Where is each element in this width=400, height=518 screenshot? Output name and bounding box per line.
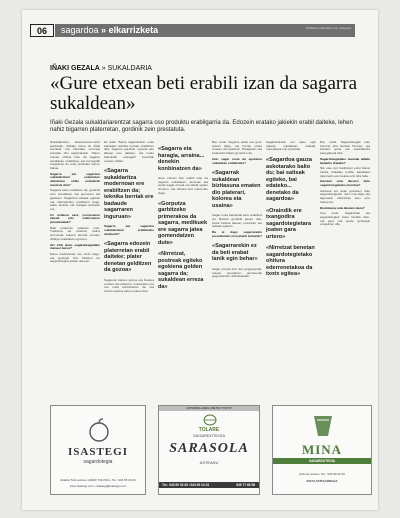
mina-detail: Azkorte auzoa • Tel.: 943 69 22 20: [299, 472, 345, 476]
paragraph: Oso ondo. Sagardoak eta sagardotegiek indar handia dute, eta gero eta jende gehiagok ezagutzen ditu.: [320, 211, 370, 227]
pull-quote: «Nirretzat, postreak egiteko egokiena golden sagarra da; sukaldean erreza da»: [158, 251, 204, 290]
article-columns: [50, 141, 372, 395]
isastegi-address: Aldaba Txiki auzoa • 20400 TOLOSA • Tel.: 943 65 29 64: [60, 478, 136, 482]
headline: «Gure etxean beti erabili izan da sagarra sukaldean»: [50, 73, 358, 114]
interview-question: Zein sagar mota da egokiena sukaldean erabiltzeko?: [212, 156, 262, 165]
tolare-subtitle: SAGARDOTEGIA: [192, 433, 225, 438]
barrel-icon: [203, 414, 217, 426]
article-column-3: [158, 141, 208, 395]
newspaper-page: [22, 10, 378, 510]
mina-town: 20170 ASTIGARRAGA: [306, 479, 338, 483]
pull-quote: «Oraindik ere txangodira sagardotegietara joaten gara urtero»: [266, 207, 312, 240]
interview-question: Gazteek nola ikusten dute sagardotegietako mundua?: [320, 179, 370, 188]
mina-subtitle: SAGARDOTEGIA: [273, 458, 371, 464]
page-header: [22, 24, 378, 37]
article-column-5: [266, 141, 316, 395]
paragraph: Bai, noski. Sagarra azido eta gozo artean dago, eta horrek oreka ematen dio platerari. Haragiekin eta arrainekin bikain geratzen da.: [212, 141, 262, 156]
pull-quote: «Nirretzat benetan sagardotegietako ohitura ederrenetakoa da txotx egitea»: [266, 245, 315, 278]
paragraph: Nik uste dut tradizioari eutsi behar zaiola, bakailao tortilla, bakailaoa piperrekin eta txuleta ezin dira falta.: [320, 166, 370, 178]
ad-isastegi[interactable]: [50, 405, 146, 495]
paragraph: Sagarrak zapore gozoa eta freskoa ematen die platerrei. Gatzarekin ere oso ondo konbinatzen da, eta horrek aukera asko ematen ditu.: [104, 277, 154, 293]
tolare-brand: SARASOLA: [169, 441, 249, 456]
pull-quote: «Sagarra edozein platerretan erabil daiteke; plater denetan gelditzen da gozoa»: [104, 241, 152, 274]
article-column-6: [320, 141, 370, 395]
tolare-top-line: URTARRILAREN 15ETIK TXOTX!: [159, 406, 259, 411]
paragraph: Gazteek ere asko gozatzen dute sagardotegietan. Giro ona dago eta lagunekin elkartzeko leku ezin hobea da.: [320, 188, 370, 204]
isastegi-name: ISASTEGI: [68, 446, 128, 458]
paragraph: Menu tradizionala oso ondo dago, eta jendeak hori bilatzen du sagardotegira joaten denean.: [50, 251, 100, 264]
paragraph: Gure etxean beti erabili izan da sagarra sukaldean. Amonak eta amak sagar erreak eta tartak egiten zituzten, eta ohitura hori mantendu dugu.: [158, 176, 208, 195]
interview-question: Etorkizuna nola ikusten duzu?: [320, 205, 365, 210]
isastegi-web: www.isastegi.com • isastegi@isastegi.com: [69, 484, 127, 488]
pull-quote: «Sagarrarekin ez da beti erabat lanik egin behar»: [212, 243, 258, 263]
apple-logo-icon: [86, 418, 112, 442]
article-column-2: [104, 141, 154, 395]
tolare-name: TOLARE: [198, 427, 220, 433]
paragraph: Bai, noski. Sagardotegiak leku berezia dira Euskal Herrian, eta bertako giroa eta sukaldaritza paregabeak dira.: [320, 141, 370, 156]
byline: [50, 65, 152, 72]
pull-quote: «Sagarra sukaldaritza modernoan ere erabiltzen da; teknika berriak ere badaude sagarraren inguruan»: [104, 168, 154, 220]
paragraph: Sagar erreak dira nire gogokoenak, etxean prestatzen genituenak gogorarazten dizkidatelako.: [212, 266, 262, 279]
interview-question: Sagardotegietako menuak aldatu beharko lirateke?: [320, 156, 370, 165]
pull-quote: «Sagarrak sukaldean bizitasuna ematen dio platerari, kolorea eta usaina»: [212, 170, 261, 209]
article-column-1: [50, 141, 100, 395]
tolare-phone: Tel.: 943 69 03 35 / 943 69 14 23: [162, 483, 210, 487]
isastegi-subtitle: sagardotegia: [83, 459, 113, 465]
byline-section: SUKALDARIA: [107, 65, 152, 72]
interview-question: Sagarra eta sagardoa sukaldaritzan erabiltzeko aholkurik?: [104, 224, 154, 236]
section-prefix: sagardoa: [61, 25, 99, 35]
pull-quote: «Sagarra eta haragia, arraina... denekin konbinatzen da»: [158, 146, 205, 172]
interview-question: Ba al dago sagarrarekin prestatutako errezetarik kuttunik?: [212, 230, 262, 238]
tolare-phone-bar: [159, 482, 259, 488]
lead-paragraph: Iñaki Gezala sukaldariarentzat sagarra oso produktu erabilgarria da. Edozein eratako jakiekin erabil daiteke, lehen nahiz bigarren platerretan, gordinik zein prestatuta.: [50, 120, 353, 133]
article-column-4: [212, 141, 262, 395]
ad-tolare[interactable]: [158, 405, 260, 495]
paragraph: Sagar mota bakoitzak bere erabilera du. Batzuk gordinik jateko dira, beste batzuk labean erretzeko eta saltsak egiteko.: [212, 213, 262, 229]
section-band: [55, 24, 355, 37]
interview-question: Zer iritzi duzu sagardotegietako menuei buruz?: [50, 242, 100, 251]
tolare-town: ASTEASU: [199, 460, 219, 465]
advertisement-strip: [50, 405, 372, 500]
paragraph: Sagarra asko erabiltzen da; gordinik zein prestatuta, bai gozoetan bai gazietan. Sagardoa saltsak egiteko eta marinatzeko erabiltzen dugu, baita arraina eta haragia lantzeko ere.: [50, 188, 100, 211]
section-name: » elkarrizketa: [101, 25, 159, 35]
tolare-mobile: 639 77 66 58: [236, 483, 255, 487]
date-line: 2015eko urtarrilaren 1a, osteguna: [305, 26, 351, 30]
paragraph: Sukaldaritzan, ikastaroetan-nahiz telebistan, ibilbide luzea du Iñaki Gezalak eta hamaika errezeta prestatu ditu sagarrarekin. Haren etxean ohikoa izan da sagarra sukaldean erabiltzea, eta horregatik ezagutzen du ondo produktu horren balioa.: [50, 141, 100, 170]
interview-question: Sagarra eta sagardoa sukaldaritzari eskaintzen dizkizuten ohiko erabilerak zeintzuk dira?: [50, 171, 100, 187]
section-name-text: elkarrizketa: [108, 25, 159, 35]
byline-author: IÑAKI GEZALA: [50, 65, 100, 72]
interview-question: Zu nolakoa zara, sormenaren zaleak edo tradizioaren jarraitzaileak?: [50, 212, 100, 225]
paragraph: Biak uztartzen saiatzen naiz. Tradizioa da oinarria, baina sormenak aukera berriak ematen dizkigu sukaldean egunero.: [50, 225, 100, 241]
page-number: 06: [30, 24, 54, 37]
pull-quote: «Sagardoa gauza askotarako balio du; bai saltsak egiteko, bai edateko... denetako da sagardoa»: [266, 157, 313, 203]
byline-separator: »: [101, 65, 108, 72]
mina-name: MINA: [301, 442, 343, 457]
pull-quote: «Gorputza garbitzeko primerakoa da sagarra, medikuek ere sagarra jatea gomendatzen dute»: [158, 200, 208, 246]
paragraph: Sagardoarekin ere asko egin daiteke sukaldean: saltsak, marinatuak edo postreak.: [266, 141, 316, 152]
paragraph: Ez dakit. Baina sagarrarekin mota askotako teknika berriak erabiltzen dira. Sagarra gordinik, egosita edo labean erre daiteke, eta modu bakoitzak ezaugarri bereziak ematen dizkio.: [104, 141, 154, 163]
ad-mina[interactable]: [272, 405, 372, 495]
cider-glass-icon: [308, 412, 338, 438]
